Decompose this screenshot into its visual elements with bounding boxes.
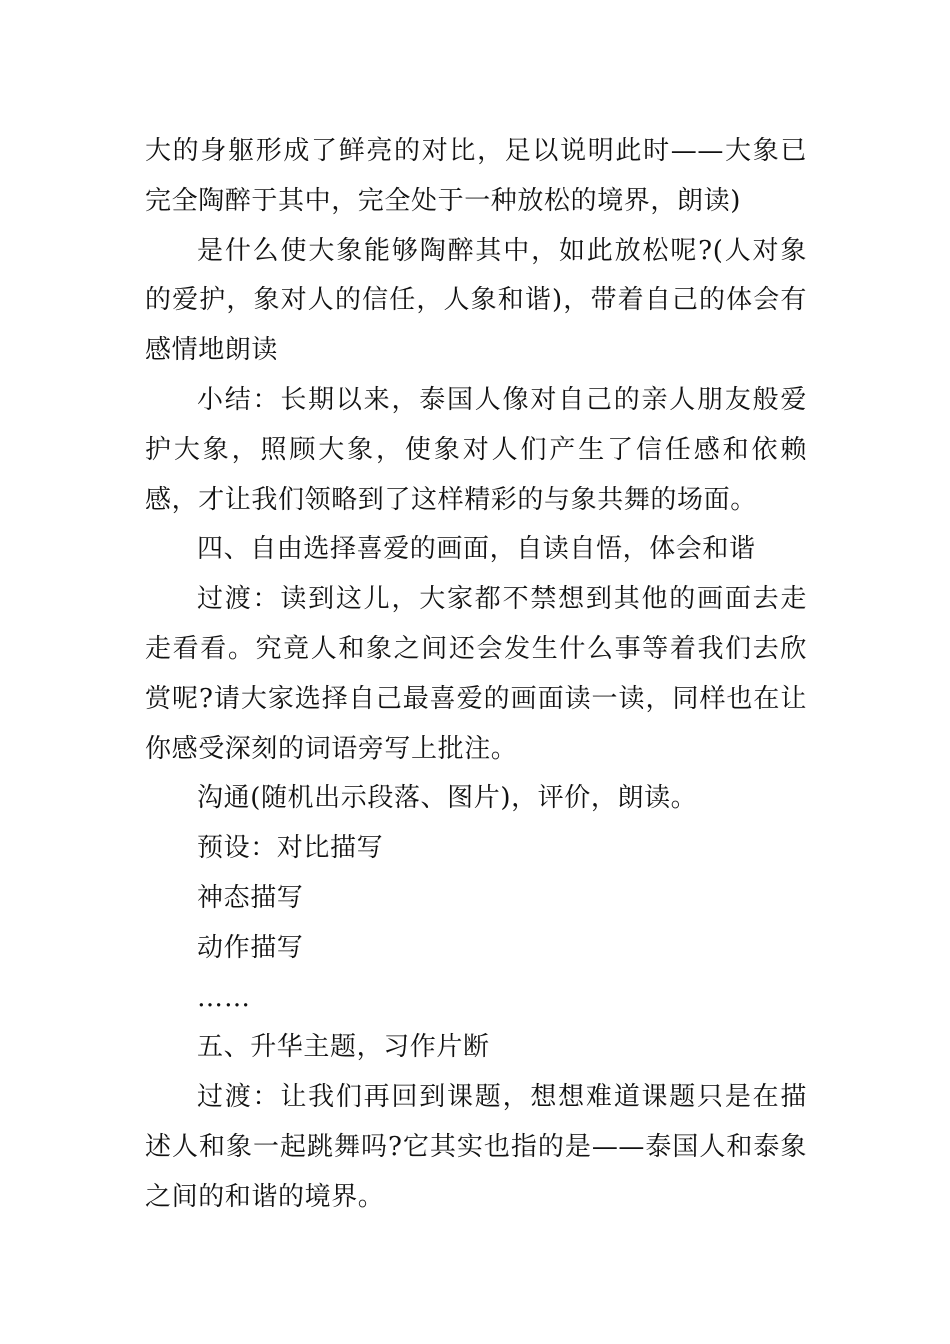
paragraph-preset-expression: 神态描写 [197, 882, 304, 913]
paragraph-preset-contrast: 预设：对比描写 [197, 833, 384, 864]
paragraph-preset-action: 动作描写 [197, 932, 304, 963]
paragraph-continuation: 大的身躯形成了鲜亮的对比，足以说明此时——大象已完全陶醉于其中，完全处于一种放松的境界，朗读) [145, 136, 807, 216]
paragraph-transition-two: 过渡：让我们再回到课题，想想难道课题只是在描述人和象一起跳舞吗?它其实也指的是——泰国人和泰象之间的和谐的境界。 [145, 1082, 807, 1212]
paragraph-ellipsis: …… [197, 982, 251, 1013]
paragraph-question: 是什么使大象能够陶醉其中，如此放松呢?(人对象的爱护，象对人的信任，人象和谐)，带着自己的体会有感情地朗读 [145, 235, 807, 366]
section-heading-four: 四、自由选择喜爱的画面，自读自悟，体会和谐 [197, 534, 756, 565]
paragraph-communication: 沟通(随机出示段落、图片)，评价，朗读。 [197, 783, 698, 814]
document-body [145, 127, 807, 1223]
paragraph-summary: 小结：长期以来，泰国人像对自己的亲人朋友般爱护大象，照顾大象，使象对人们产生了信任感和依赖感，才让我们领略到了这样精彩的与象共舞的场面。 [145, 384, 807, 515]
paragraph-transition-one: 过渡：读到这儿，大家都不禁想到其他的画面去走走看看。究竟人和象之间还会发生什么事等着我们去欣赏呢?请大家选择自己最喜爱的画面读一读，同样也在让你感受深刻的词语旁写上批注。 [145, 584, 807, 764]
section-heading-five: 五、升华主题，习作片断 [197, 1032, 490, 1063]
